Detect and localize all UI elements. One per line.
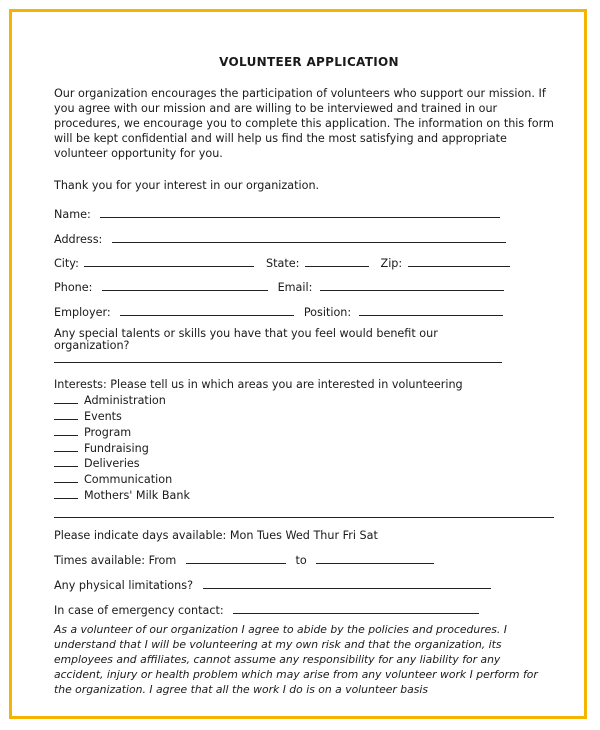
city-row xyxy=(54,256,510,271)
thanks-text: Thank you for your interest in our organization. xyxy=(54,179,320,192)
interest-item xyxy=(54,456,140,471)
employer-label: Employer: xyxy=(54,306,111,319)
times-to-label: to xyxy=(295,554,307,567)
phone-label: Phone: xyxy=(54,281,93,294)
time-to-field[interactable] xyxy=(316,553,434,564)
interest-checkbox[interactable] xyxy=(54,488,78,499)
emergency-row xyxy=(54,603,479,618)
interest-item xyxy=(54,441,149,456)
times-label: Times available: From xyxy=(54,554,177,567)
interest-checkbox[interactable] xyxy=(54,425,78,436)
address-label: Address: xyxy=(54,233,103,246)
emergency-field[interactable] xyxy=(233,603,479,614)
intro-paragraph: Our organization encourages the participation of volunteers who support our mission. If you agree with our mission and are willing to be interviewed and trained in our procedures, we encourage you to complete this application. The information on this form will be kept confidential and will help us find the most satisfying and appropriate volunteer opportunity for you. xyxy=(54,87,554,160)
phone-field[interactable] xyxy=(102,280,268,291)
talents-field[interactable] xyxy=(54,362,502,363)
interest-item xyxy=(54,488,190,503)
times-row xyxy=(54,553,434,568)
interest-label: Fundraising xyxy=(84,442,149,455)
state-label: State: xyxy=(266,257,300,270)
interest-item xyxy=(54,409,122,424)
name-field[interactable] xyxy=(100,207,500,218)
interest-item xyxy=(54,393,166,408)
interest-label: Deliveries xyxy=(84,457,140,470)
interest-checkbox[interactable] xyxy=(54,456,78,467)
interest-label: Administration xyxy=(84,394,166,407)
interest-label: Events xyxy=(84,410,122,423)
agreement-text: As a volunteer of our organization I agree to abide by the policies and procedures. I understand that I will be volunteering at my own risk and that the organization, its employees and affiliates, cannot assume any responsibility for any liability for any accident, injury or health problem which may arise from any volunteer work I perform for the organization. I agree that all the work I do is on a volunteer basis xyxy=(54,623,538,696)
section-divider xyxy=(54,517,554,518)
name-row xyxy=(54,207,500,222)
email-label: Email: xyxy=(277,281,313,294)
emergency-label: In case of emergency contact: xyxy=(54,604,224,617)
interest-label: Communication xyxy=(84,473,173,486)
talents-question: Any special talents or skills you have that you feel would benefit our organization? xyxy=(54,327,438,352)
position-field[interactable] xyxy=(359,305,503,316)
name-label: Name: xyxy=(54,208,91,221)
city-label: City: xyxy=(54,257,79,270)
employer-field[interactable] xyxy=(120,305,294,316)
limitations-field[interactable] xyxy=(203,578,491,589)
interest-label: Mothers' Milk Bank xyxy=(84,489,190,502)
limitations-row xyxy=(54,578,491,593)
zip-label: Zip: xyxy=(380,257,403,270)
days-available: Please indicate days available: Mon Tues Wed Thur Fri Sat xyxy=(54,529,378,542)
interest-label: Program xyxy=(84,426,132,439)
interest-checkbox[interactable] xyxy=(54,409,78,420)
address-field[interactable] xyxy=(112,232,506,243)
email-field[interactable] xyxy=(320,280,504,291)
limitations-label: Any physical limitations? xyxy=(54,579,194,592)
phone-row xyxy=(54,280,504,295)
interest-item xyxy=(54,425,131,440)
position-label: Position: xyxy=(303,306,352,319)
interest-item xyxy=(54,472,172,487)
interest-checkbox[interactable] xyxy=(54,393,78,404)
interest-checkbox[interactable] xyxy=(54,441,78,452)
interests-heading: Interests: Please tell us in which areas you are interested in volunteering xyxy=(54,378,463,391)
city-field[interactable] xyxy=(84,256,254,267)
employer-row xyxy=(54,305,503,320)
time-from-field[interactable] xyxy=(186,553,286,564)
zip-field[interactable] xyxy=(408,256,510,267)
document-frame xyxy=(9,9,587,719)
form-title: VOLUNTEER APPLICATION xyxy=(219,55,399,69)
state-field[interactable] xyxy=(305,256,369,267)
interest-checkbox[interactable] xyxy=(54,472,78,483)
address-row xyxy=(54,232,506,247)
